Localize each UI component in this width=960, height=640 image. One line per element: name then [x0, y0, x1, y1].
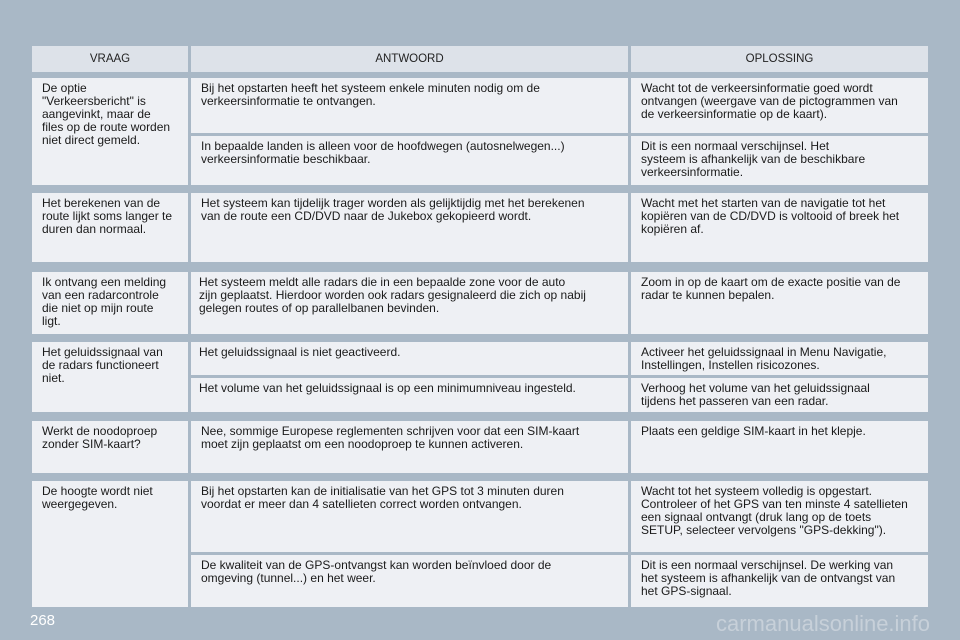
header-question: VRAAG — [32, 46, 188, 72]
answer-radar-warning: Het systeem meldt alle radars die in een bepaalde zone voor de auto zijn geplaatst. Hierdoor worden ook radars gesignaleerd die zich op nabij gelegen routes of op parallelbanen bevinden. — [191, 272, 628, 334]
solution-route-calculation: Wacht met het starten van de navigatie tot het kopiëren van de CD/DVD is voltooid of breek het kopiëren af. — [631, 193, 928, 262]
question-emergency-call: Werkt de noodoproep zonder SIM-kaart? — [32, 421, 188, 473]
answer-traffic-1: Bij het opstarten heeft het systeem enkele minuten nodig om de verkeersinformatie te ontvangen. — [191, 78, 628, 133]
answer-traffic-2: In bepaalde landen is alleen voor de hoofdwegen (autosnelwegen...) verkeersinformatie beschikbaar. — [191, 136, 628, 185]
solution-radar-sound-1: Activeer het geluidssignaal in Menu Navigatie, Instellingen, Instellen risicozones. — [631, 342, 928, 375]
page-number: 268 — [30, 612, 56, 629]
header-answer: ANTWOORD — [191, 46, 628, 72]
solution-radar-warning: Zoom in op de kaart om de exacte positie van de radar te kunnen bepalen. — [631, 272, 928, 334]
question-altitude: De hoogte wordt niet weergegeven. — [32, 481, 188, 607]
question-radar-sound: Het geluidssignaal van de radars functioneert niet. — [32, 342, 188, 412]
question-route-calculation: Het berekenen van de route lijkt soms langer te duren dan normaal. — [32, 193, 188, 262]
solution-emergency-call: Plaats een geldige SIM-kaart in het klepje. — [631, 421, 928, 473]
solution-altitude-1: Wacht tot het systeem volledig is opgestart. Controleer of het GPS van ten minste 4 satellieten een signaal ontvangt (druk lang op de toets SETUP, selecteer vervolgens "GPS-dekking"). — [631, 481, 928, 552]
answer-emergency-call: Nee, sommige Europese reglementen schrijven voor dat een SIM-kaart moet zijn geplaatst om een noodoproep te kunnen activeren. — [191, 421, 628, 473]
header-solution: OPLOSSING — [631, 46, 928, 72]
answer-altitude-2: De kwaliteit van de GPS-ontvangst kan worden beïnvloed door de omgeving (tunnel...) en het weer. — [191, 555, 628, 607]
solution-radar-sound-2: Verhoog het volume van het geluidssignaal tijdens het passeren van een radar. — [631, 378, 928, 412]
solution-altitude-2: Dit is een normaal verschijnsel. De werking van het systeem is afhankelijk van de ontvangst van het GPS-signaal. — [631, 555, 928, 607]
question-traffic-info: De optie "Verkeersbericht" is aangevinkt, maar de files op de route worden niet direct gemeld. — [32, 78, 188, 185]
watermark: carmanualsonline.info — [716, 611, 931, 636]
answer-radar-sound-2: Het volume van het geluidssignaal is op een minimumniveau ingesteld. — [191, 378, 628, 412]
answer-radar-sound-1: Het geluidssignaal is niet geactiveerd. — [191, 342, 628, 375]
solution-traffic-2: Dit is een normaal verschijnsel. Het systeem is afhankelijk van de beschikbare verkeersinformatie. — [631, 136, 928, 185]
answer-altitude-1: Bij het opstarten kan de initialisatie van het GPS tot 3 minuten duren voordat er meer dan 4 satellieten correct worden ontvangen. — [191, 481, 628, 552]
solution-traffic-1: Wacht tot de verkeersinformatie goed wordt ontvangen (weergave van de pictogrammen van de verkeersinformatie op de kaart). — [631, 78, 928, 133]
question-radar-warning: Ik ontvang een melding van een radarcontrole die niet op mijn route ligt. — [32, 272, 188, 334]
answer-route-calculation: Het systeem kan tijdelijk trager worden als gelijktijdig met het berekenen van de route een CD/DVD naar de Jukebox gekopieerd wordt. — [191, 193, 628, 262]
